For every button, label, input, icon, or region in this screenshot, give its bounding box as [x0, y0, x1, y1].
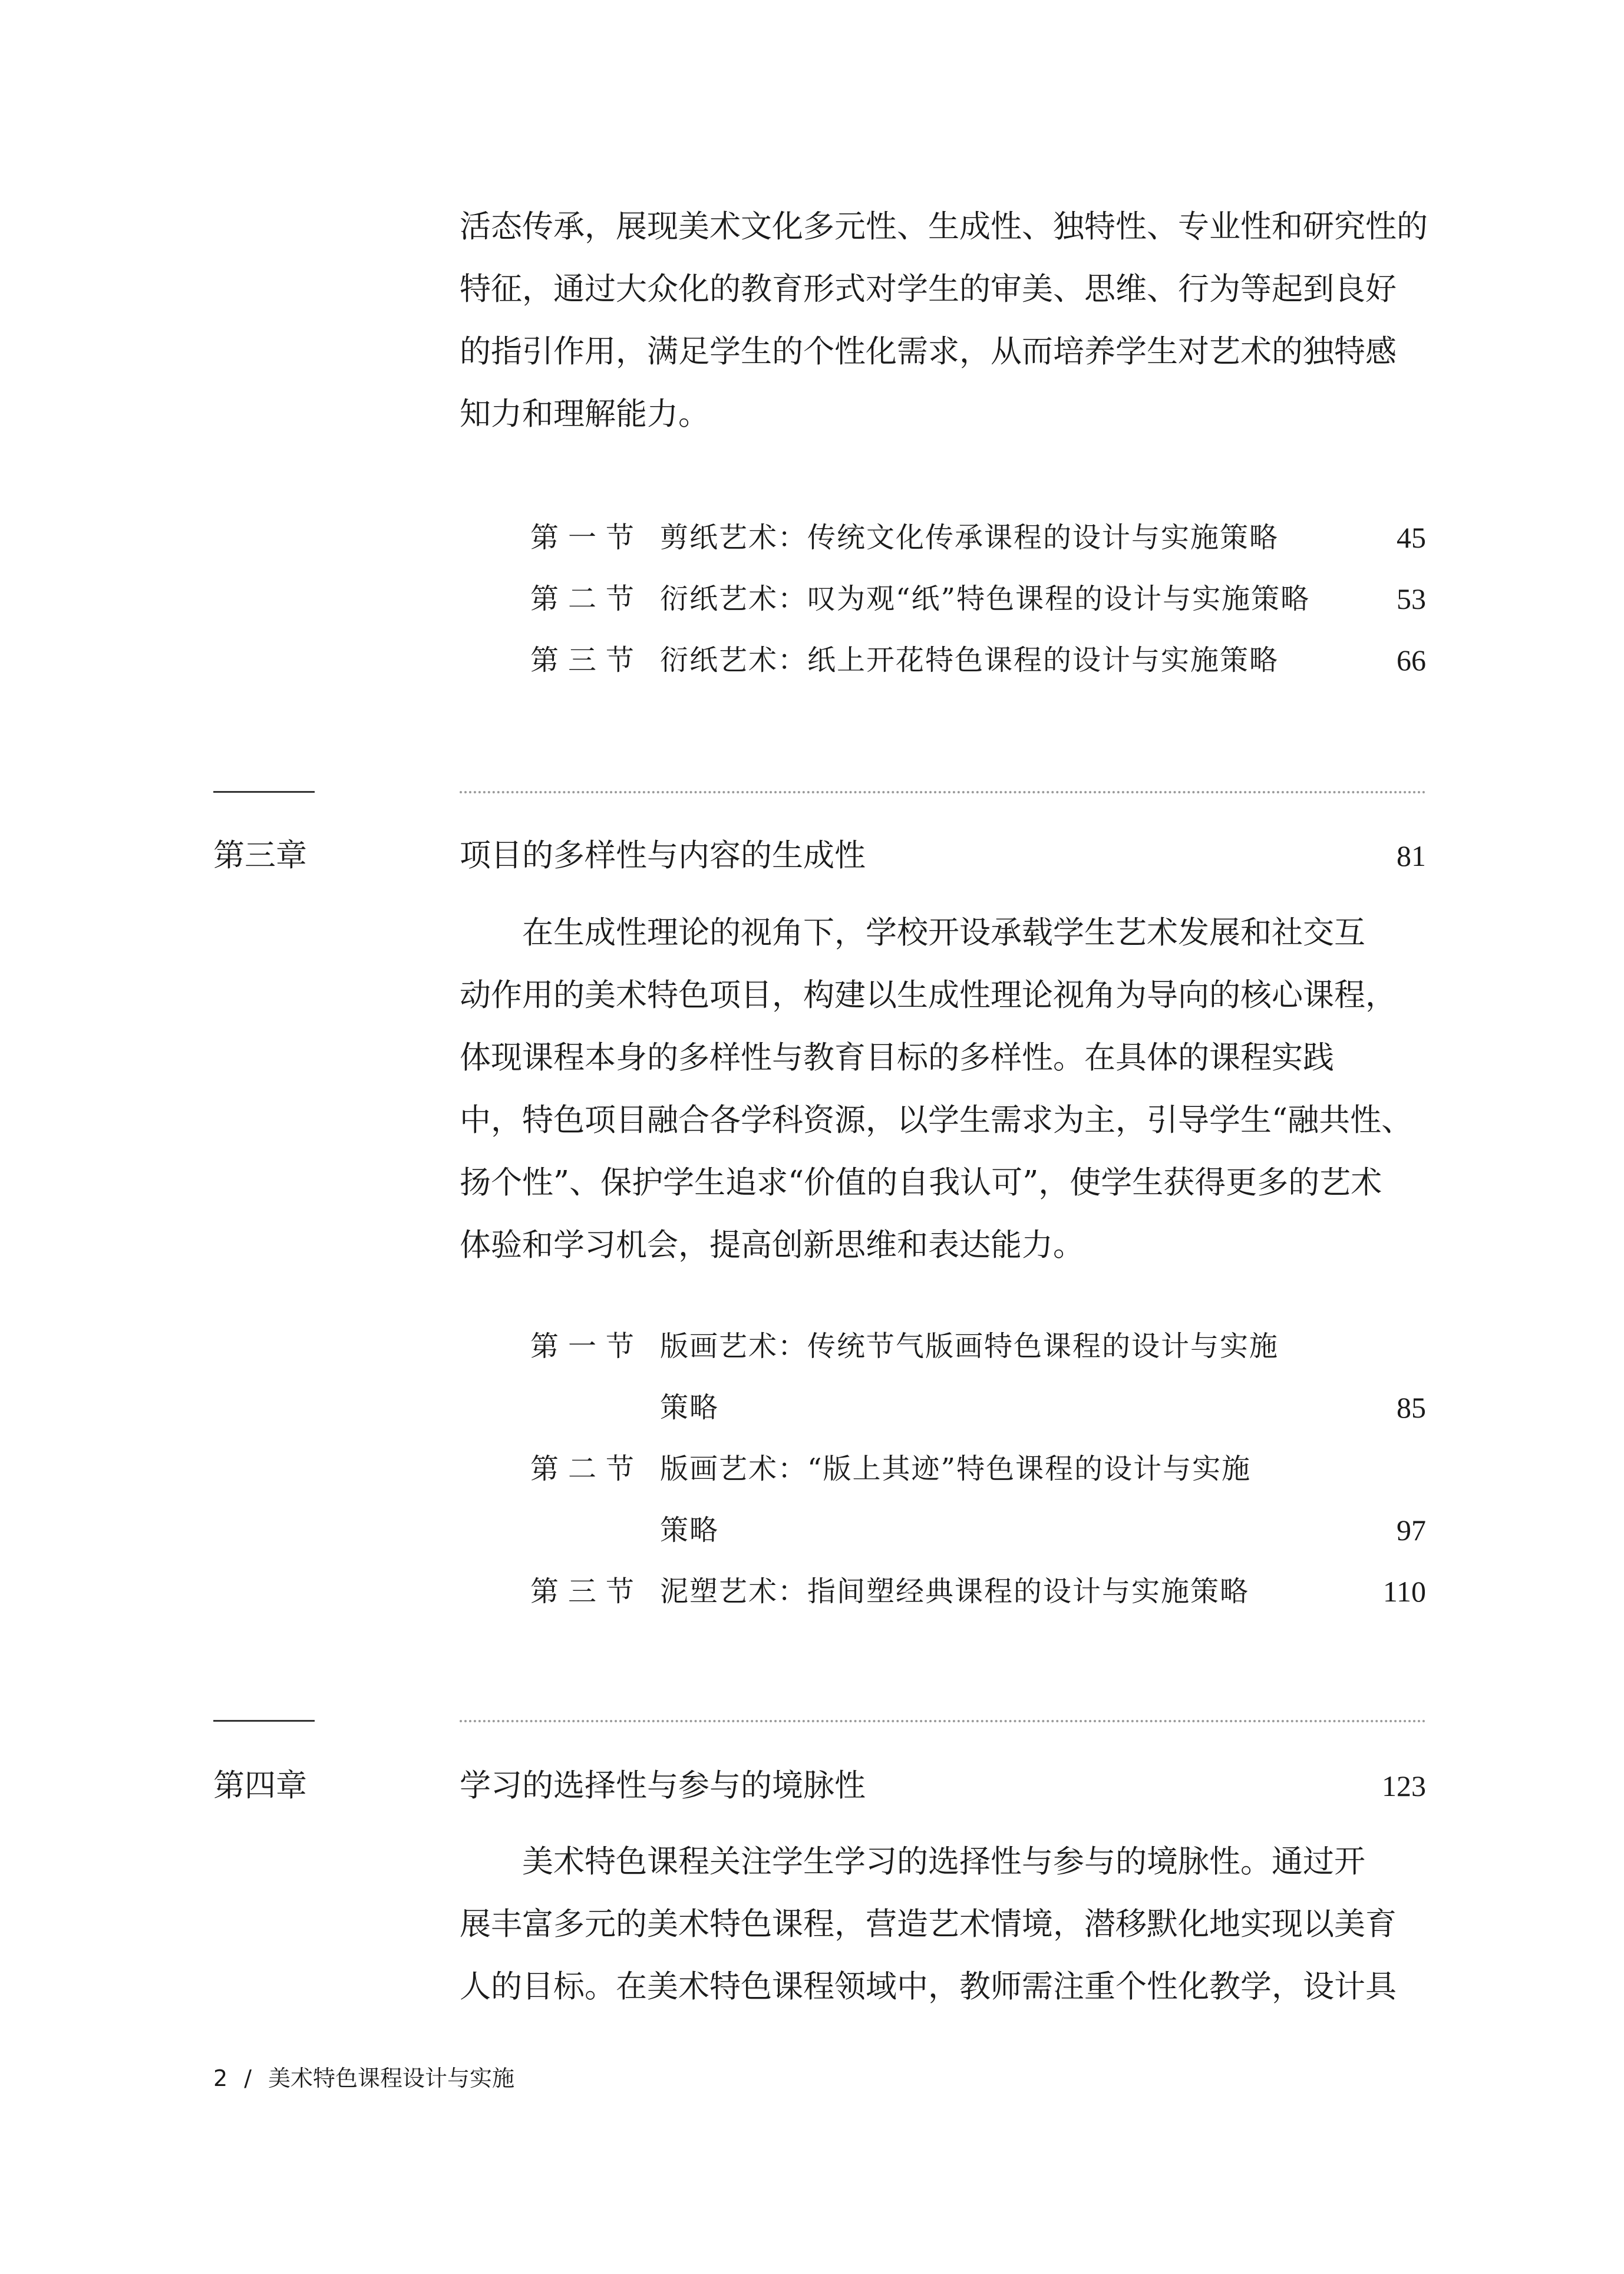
book-title: 美术特色课程设计与实施 [268, 2065, 515, 2091]
toc-section-entry[interactable] [530, 568, 1426, 630]
section-title: 版画艺术：传统节气版画特色课程的设计与实施 [660, 1330, 1279, 1363]
section-label: 第三节 [530, 1575, 644, 1608]
summary-line: 人的目标。在美术特色课程领域中，教师需注重个性化教学，设计具 [460, 1969, 1397, 2005]
toc-section-entry[interactable] [530, 1561, 1426, 1622]
summary-line: 在生成性理论的视角下，学校开设承载学生艺术发展和社交互 [522, 915, 1365, 951]
summary-line: 美术特色课程关注学生学习的选择性与参与的境脉性。通过开 [522, 1844, 1365, 1880]
toc-section-entry-cont[interactable] [530, 1377, 1426, 1438]
section-title-continued: 策略 [660, 1391, 719, 1424]
summary-line: 体现课程本身的多样性与教育目标的多样性。在具体的课程实践 [460, 1040, 1334, 1076]
summary-line: 展丰富多元的美术特色课程，营造艺术情境，潜移默化地实现以美育 [460, 1906, 1397, 1942]
intro-line: 特征，通过大众化的教育形式对学生的审美、思维、行为等起到良好 [460, 271, 1397, 307]
chapter-page-number: 123 [1382, 1769, 1426, 1802]
section-title: 泥塑艺术：指间塑经典课程的设计与实施策略 [660, 1575, 1250, 1608]
section-label: 第二节 [530, 582, 644, 615]
chapter-label: 第四章 [213, 1768, 307, 1804]
chapter-summary [460, 1831, 1426, 2018]
toc-section-entry[interactable] [530, 1438, 1426, 1499]
intro-line: 的指引作用，满足学生的个性化需求，从而培养学生对艺术的独特感 [460, 334, 1397, 370]
section-page-number: 97 [1397, 1514, 1426, 1547]
section-label: 第三节 [530, 644, 644, 677]
section-title-continued: 策略 [660, 1514, 719, 1547]
section-title: 衍纸艺术：叹为观“纸”特色课程的设计与实施策略 [660, 582, 1311, 615]
page-footer [213, 2061, 514, 2096]
intro-line: 活态传承，展现美术文化多元性、生成性、独特性、专业性和研究性的 [460, 209, 1428, 245]
section-label: 第二节 [530, 1452, 644, 1485]
section-page-number: 53 [1397, 582, 1426, 615]
chapter-divider-dotted [460, 1720, 1426, 1722]
chapter-divider-dotted [460, 791, 1426, 793]
chapter-summary [460, 902, 1426, 1277]
toc-section-entry-cont[interactable] [530, 1499, 1426, 1561]
summary-line: 中，特色项目融合各学科资源，以学生需求为主，引导学生“融共性、 [460, 1102, 1413, 1138]
footer-separator: / [244, 2065, 252, 2091]
toc-section-entry[interactable] [530, 507, 1426, 568]
section-page-number: 110 [1382, 1575, 1426, 1608]
chapter-title[interactable]: 学习的选择性与参与的境脉性 [460, 1768, 866, 1804]
chapter-divider-rule [213, 1720, 315, 1722]
section-label: 第一节 [530, 521, 644, 554]
summary-line: 扬个性”、保护学生追求“价值的自我认可”，使学生获得更多的艺术 [460, 1165, 1382, 1201]
section-label: 第一节 [530, 1330, 644, 1363]
summary-line: 动作用的美术特色项目，构建以生成性理论视角为导向的核心课程， [460, 977, 1397, 1013]
intro-line: 知力和理解能力。 [460, 396, 709, 432]
section-title: 剪纸艺术：传统文化传承课程的设计与实施策略 [660, 521, 1279, 554]
chapter-label: 第三章 [213, 838, 307, 874]
toc-section-entry[interactable] [530, 1316, 1426, 1377]
section-page-number: 85 [1397, 1391, 1426, 1424]
toc-section-entry[interactable] [530, 630, 1426, 691]
page-number: 2 [213, 2065, 228, 2091]
section-page-number: 66 [1397, 644, 1426, 677]
section-title: 版画艺术：“版上其迹”特色课程的设计与实施 [660, 1452, 1252, 1485]
chapter-page-number: 81 [1397, 839, 1426, 872]
intro-paragraph [460, 196, 1426, 446]
section-page-number: 45 [1397, 521, 1426, 554]
chapter-title[interactable]: 项目的多样性与内容的生成性 [460, 838, 866, 874]
summary-line: 体验和学习机会，提高创新思维和表达能力。 [460, 1227, 1084, 1263]
section-title: 衍纸艺术：纸上开花特色课程的设计与实施策略 [660, 644, 1279, 677]
chapter-divider-rule [213, 791, 315, 793]
